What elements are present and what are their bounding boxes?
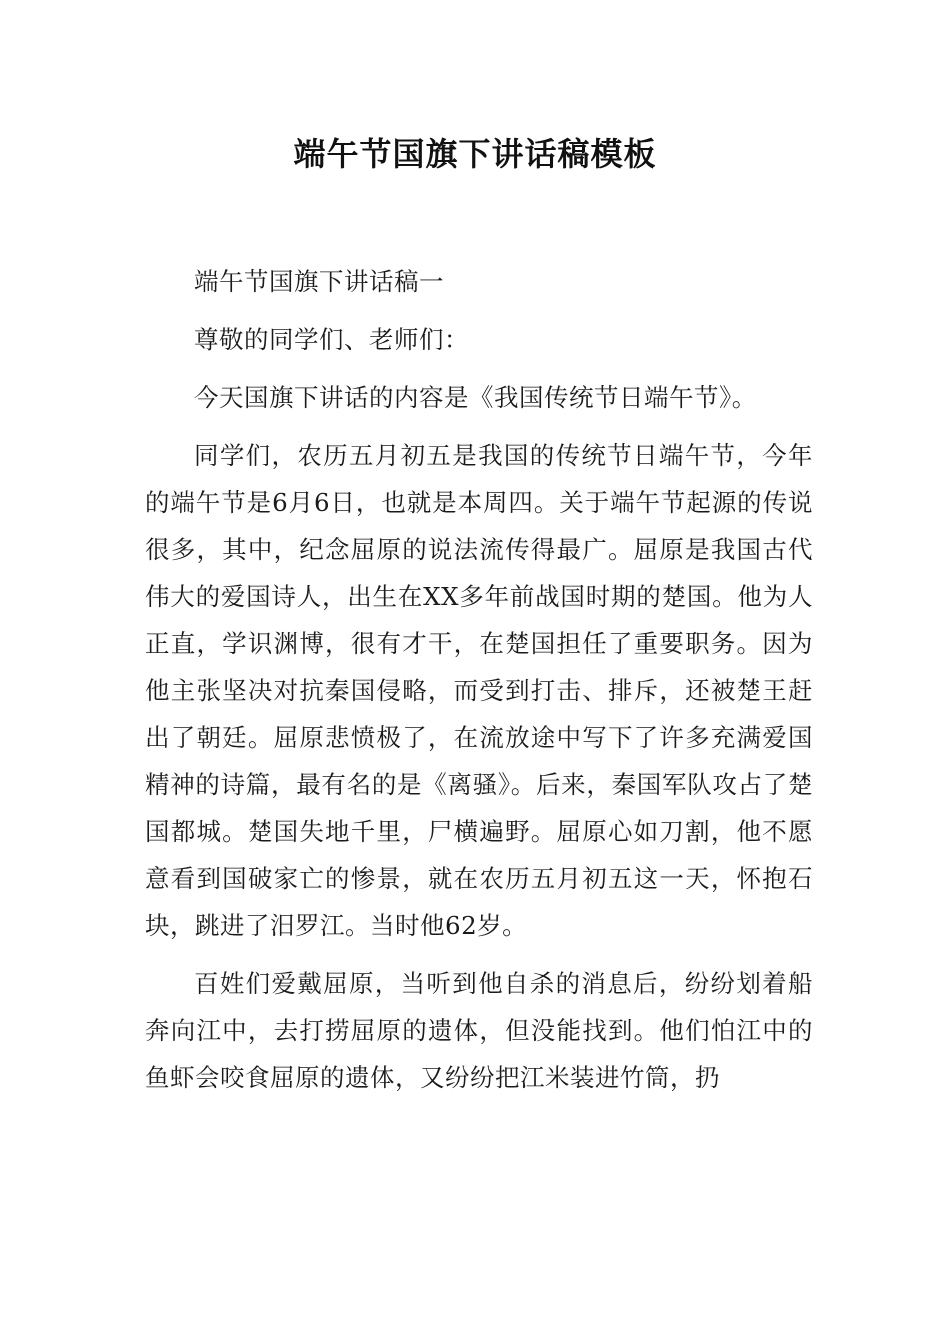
paragraph: 同学们，农历五月初五是我国的传统节日端午节，今年的端午节是6月6日，也就是本周四。关于端午节起源的传说很多，其中，纪念屈原的说法流传得最广。屈原是我国古代伟大的爱国诗人，出生在XX多年前战国时期的楚国。他为人正直，学识渊博，很有才干，在楚国担任了重要职务。因为他主张坚决对抗秦国侵略，而受到打击、排斥，还被楚王赶出了朝廷。屈原悲愤极了，在流放途中写下了许多充满爱国精神的诗篇，最有名的是《离骚》。后来，秦国军队攻占了楚国都城。楚国失地千里，尸横遍野。屈原心如刀割，他不愿意看到国破家亡的惨景，就在农历五月初五这一天，怀抱石块，跳进了汨罗江。当时他62岁。 — [145, 441, 813, 940]
salutation: 尊敬的同学们、老师们： — [194, 325, 469, 354]
document-body — [145, 258, 813, 1112]
paragraph: 今天国旗下讲话的内容是《我国传统节日端午节》。 — [194, 383, 757, 412]
paragraph: 百姓们爱戴屈原，当听到他自杀的消息后，纷纷划着船奔向江中，去打捞屈原的遗体，但没能找到。他们怕江中的鱼虾会咬食屈原的遗体，又纷纷把江米装进竹筒，扔 — [145, 969, 813, 1092]
section-heading: 端午节国旗下讲话稿一 — [194, 267, 444, 296]
document-title: 端午节国旗下讲话稿模板 — [293, 135, 657, 173]
